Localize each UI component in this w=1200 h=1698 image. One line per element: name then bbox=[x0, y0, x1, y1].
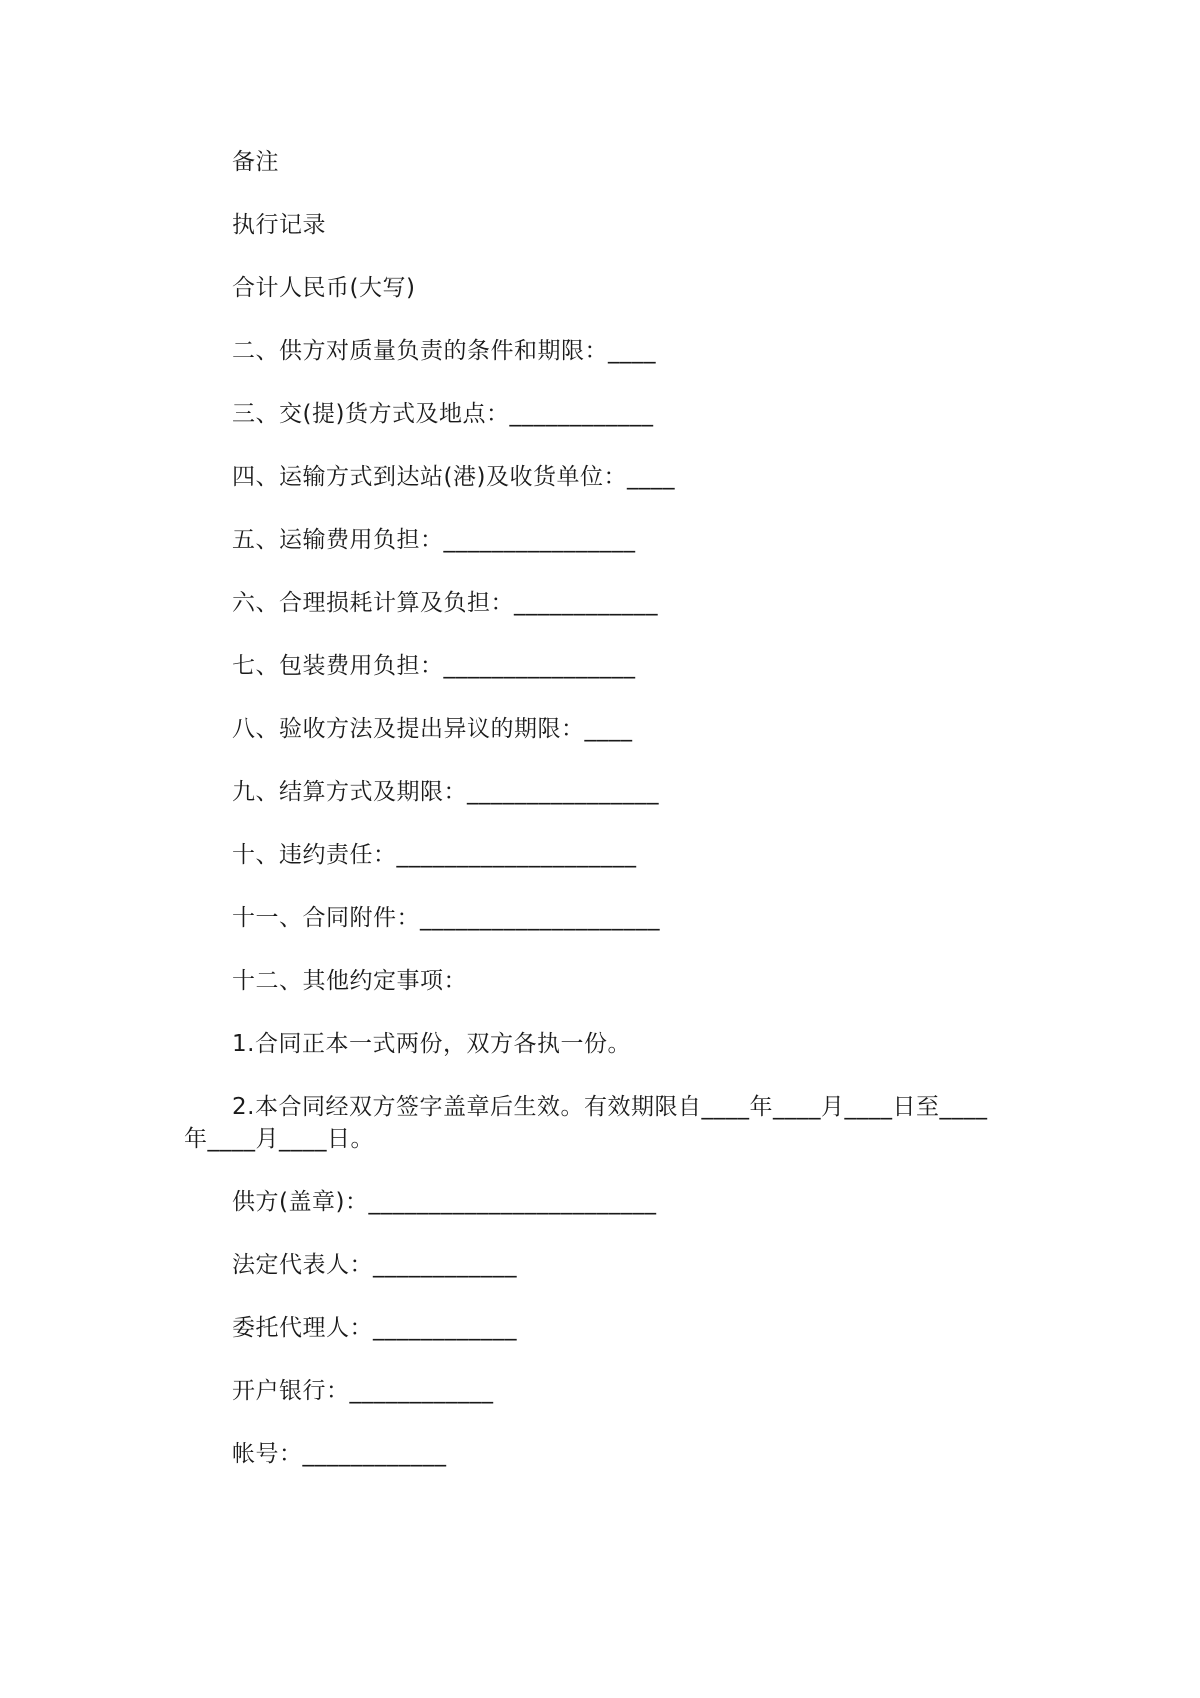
validity-line-1: 2.本合同经双方签字盖章后生效。有效期限自____年____月____日至____ bbox=[232, 1094, 988, 1120]
validity-line-2: 年____月____日。 bbox=[184, 1126, 374, 1152]
clause-9-settlement: 九、结算方式及期限：________________ bbox=[232, 779, 659, 805]
item-1-copies: 1.合同正本一式两份，双方各执一份。 bbox=[232, 1031, 631, 1057]
item-2-validity bbox=[184, 1091, 1012, 1155]
clause-11-attachments: 十一、合同附件：____________________ bbox=[232, 905, 660, 931]
remarks-label: 备注 bbox=[232, 149, 279, 175]
total-rmb-label: 合计人民币(大写) bbox=[232, 275, 416, 301]
clause-4-transport: 四、运输方式到达站(港)及收货单位：____ bbox=[232, 464, 675, 490]
supplier-seal: 供方(盖章)：________________________ bbox=[232, 1189, 657, 1215]
legal-representative: 法定代表人：____________ bbox=[232, 1252, 517, 1278]
clause-3-delivery: 三、交(提)货方式及地点：____________ bbox=[232, 401, 654, 427]
clause-6-loss: 六、合理损耗计算及负担：____________ bbox=[232, 590, 658, 616]
bank: 开户银行：____________ bbox=[232, 1378, 494, 1404]
account-number: 帐号：____________ bbox=[232, 1441, 447, 1467]
authorized-agent: 委托代理人：____________ bbox=[232, 1315, 517, 1341]
clause-2-quality: 二、供方对质量负责的条件和期限：____ bbox=[232, 338, 656, 364]
clause-10-liability: 十、违约责任：____________________ bbox=[232, 842, 637, 868]
clause-8-acceptance: 八、验收方法及提出异议的期限：____ bbox=[232, 716, 633, 742]
clause-5-transport-cost: 五、运输费用负担：________________ bbox=[232, 527, 636, 553]
clause-7-packaging: 七、包装费用负担：________________ bbox=[232, 653, 636, 679]
clause-12-other: 十二、其他约定事项： bbox=[232, 968, 467, 994]
execution-record-label: 执行记录 bbox=[232, 212, 326, 238]
